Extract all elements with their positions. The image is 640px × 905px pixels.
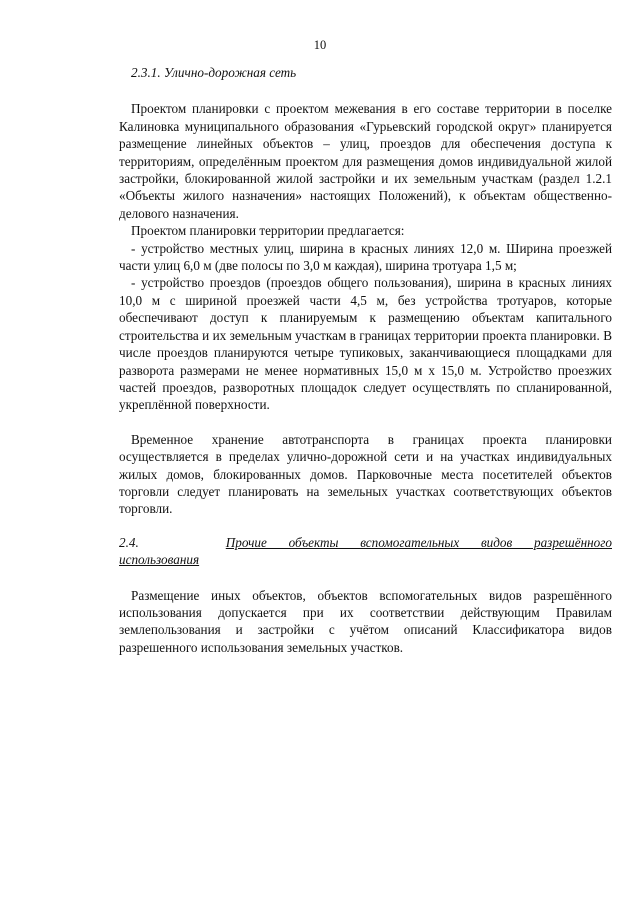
spacer xyxy=(119,414,612,431)
section-number: 2.4. xyxy=(119,534,139,550)
page-content xyxy=(119,64,612,656)
paragraph-local-streets: - устройство местных улиц, ширина в красных линиях 12,0 м. Ширина проезжей части улиц 6,0 м (две полосы по 3,0 м каждая), ширина тротуара 1,5 м; xyxy=(119,240,612,274)
spacer xyxy=(119,81,612,100)
paragraph-proposal-lead: Проектом планировки территории предлагается: xyxy=(131,223,405,239)
section-title-line1: Прочие объекты вспомогательных видов разрешённого xyxy=(225,534,612,550)
paragraph-parking: Временное хранение автотранспорта в границах проекта планировки осуществляется в пределах улично-дорожной сети и на участках индивидуальных жилых домов, блокированных домов. Парковочные места посетителей объектов торговли следует планировать на земельных участках соответствующих объектов торговли. xyxy=(119,431,612,517)
paragraph-planning-intro: Проектом планировки с проектом межевания в его составе территории в поселке Калиновка муниципального образования «Гурьевский городской округ» планируется размещение линейных объектов – улиц, проездов для обеспечения доступа к территориям, определённым проектом для размещения домов индивидуальной жилой застройки, блокированной жилой застройки и их земельным участкам (раздел 1.2.1 «Объекты жилого назначения» настоящих Положений), к объектам общественно-делового назначения. xyxy=(119,101,612,221)
paragraph-driveways: - устройство проездов (проездов общего пользования), ширина в красных линиях 10,0 м с шириной проезжей части 4,5 м, без устройства тротуаров, которые обеспечивают доступ к планируемым к размещению объектам капитального строительства и их земельным участкам в границах территории проекта планировки. В числе проездов планируются четыре тупиковых, заканчивающиеся площадками для разворота размерами не менее нормативных 15,0 м х 15,0 м. Устройство проезжих частей проездов, разворотных площадок следует осуществлять по спланированной, укреплённой поверхности. xyxy=(119,275,612,413)
paragraph-auxiliary-objects: Размещение иных объектов, объектов вспомогательных видов разрешённого использования допускается при их соответствии действующим Правилам землепользования и застройки с учётом описаний Классификатора видов разрешенного использования земельных участков. xyxy=(119,587,612,655)
page-number: 10 xyxy=(313,38,327,52)
spacer xyxy=(119,518,612,534)
spacer xyxy=(119,569,612,587)
section-heading-2-3-1: 2.3.1. Улично-дорожная сеть xyxy=(131,65,297,80)
section-heading-2-4 xyxy=(119,534,612,551)
section-title-line2: использования xyxy=(119,552,200,568)
